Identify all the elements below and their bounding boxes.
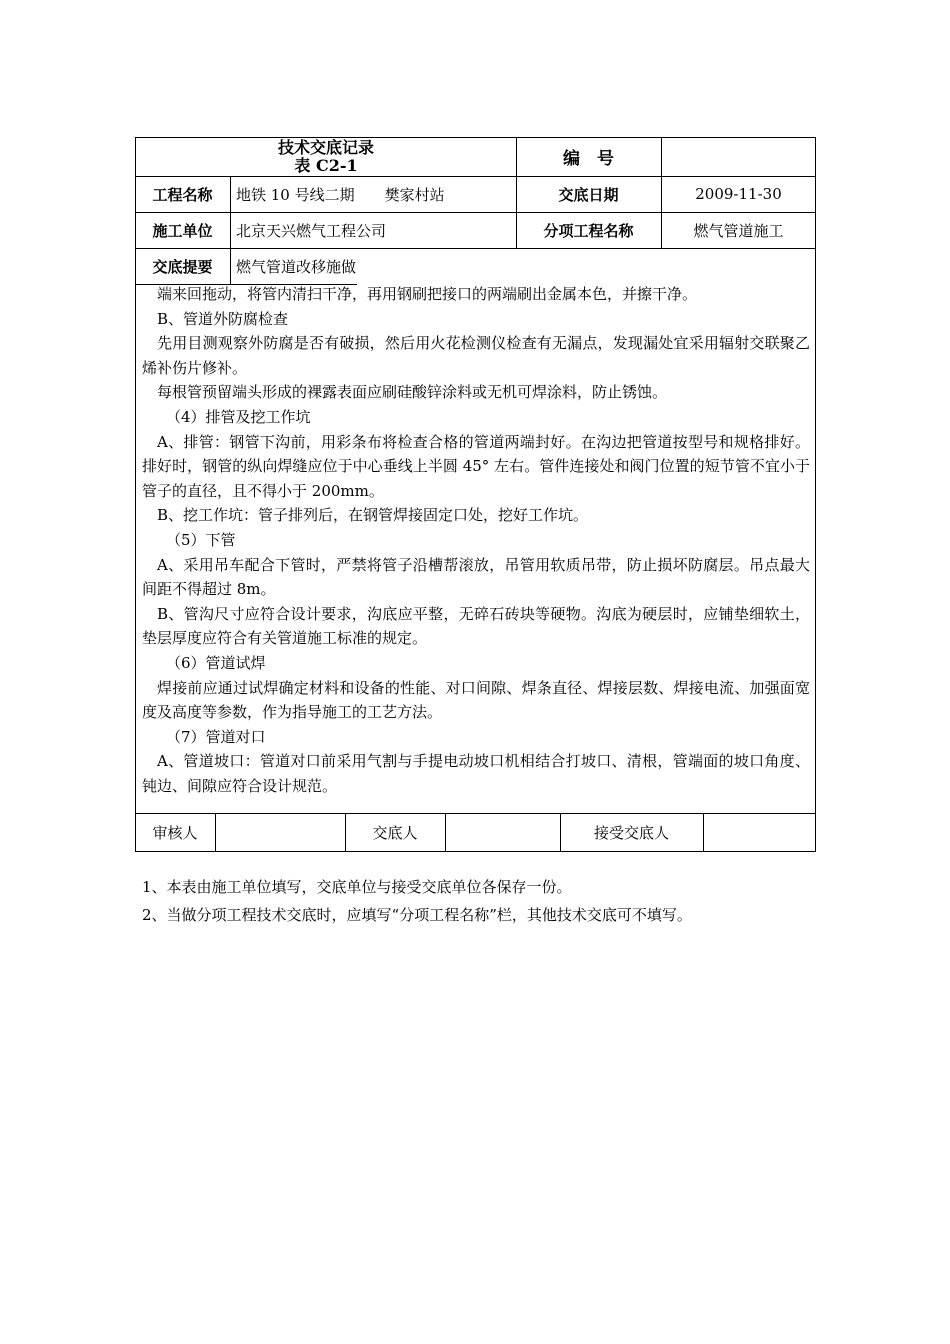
discloser-value: [445, 813, 560, 852]
sub-project-value: 燃气管道施工: [693, 221, 784, 240]
content-paragraph: 焊接前应通过试焊确定材料和设备的性能、对口间隙、焊条直径、焊接层数、焊接电流、加强面宽度及高度等参数，作为指导施工的工艺方法。: [142, 678, 810, 722]
note-item: 1、本表由施工单位填写，交底单位与接受交底单位各保存一份。: [142, 878, 572, 896]
content-paragraph: （5）下管: [166, 530, 236, 549]
summary-value: 燃气管道改移施做: [236, 257, 357, 276]
content-paragraph: 每根管预留端头形成的裸露表面应刷硅酸锌涂料或无机可焊涂料，防止锈蚀。: [157, 383, 668, 402]
content-paragraph: B、管道外防腐检查: [157, 309, 289, 328]
form-notes: [142, 873, 842, 929]
reviewer-label: 审核人: [152, 824, 198, 842]
content-paragraph: （6）管道试焊: [166, 653, 266, 672]
disclosure-content: [142, 282, 810, 798]
sub-project-label: 分项工程名称: [543, 221, 634, 240]
content-paragraph: A、管道坡口：管道对口前采用气割与手提电动坡口机相结合打坡口、清根，管端面的坡口角度、钝边、间隙应符合设计规范。: [142, 752, 810, 795]
construction-unit-value: 北京天兴燃气工程公司: [236, 221, 387, 240]
content-paragraph: B、挖工作坑：管子排列后，在钢管焊接固定口处，挖好工作坑。: [157, 506, 589, 525]
construction-unit-label: 施工单位: [152, 221, 213, 240]
content-paragraph: 先用目测观察外防腐是否有破损，然后用火花检测仪检查有无漏点，发现漏处宜采用辐射交联聚乙烯补伤片修补。: [142, 334, 810, 377]
date-value: 2009-11-30: [695, 185, 782, 203]
content-paragraph: A、采用吊车配合下管时，严禁将管子沿槽帮滚放，吊管用软质吊带，防止损坏防腐层。吊点最大间距不得超过 8m。: [142, 555, 810, 599]
content-paragraph: （7）管道对口: [166, 727, 266, 746]
summary-label: 交底提要: [152, 257, 213, 276]
date-label: 交底日期: [558, 185, 619, 204]
document-title: [136, 138, 516, 176]
content-paragraph: （4）排管及挖工作坑: [166, 407, 311, 426]
discloser-label: 交底人: [372, 824, 418, 842]
reviewer-value: [215, 813, 345, 852]
project-name-value: 地铁 10 号线二期 樊家村站: [236, 185, 445, 204]
content-paragraph: A、排管：钢管下沟前，用彩条布将检查合格的管道两端封好。在沟边把管道按型号和规格排好。排好时，钢管的纵向焊缝应位于中心垂线上半圆 45° 左右。管件连接处和阀门位置的短节管不宜小于管子的直径，且不得小于 200mm。: [142, 432, 810, 500]
number-label: 编 号: [563, 149, 614, 169]
content-paragraph: B、管沟尺寸应符合设计要求，沟底应平整，无碎石砖块等硬物。沟底为硬层时，应铺垫细软土，垫层厚度应符合有关管道施工标准的规定。: [142, 604, 810, 648]
number-value: [661, 137, 816, 176]
content-paragraph: 端来回拖动，将管内清扫干净，再用钢刷把接口的两端刷出金属本色，并擦干净。: [157, 285, 698, 303]
receiver-label: 接受交底人: [593, 824, 669, 842]
receiver-value: [703, 813, 816, 852]
project-name-label: 工程名称: [152, 185, 213, 204]
document-title-line1: 技术交底记录: [277, 138, 374, 157]
document-title-line2: 表 C2-1: [294, 156, 358, 175]
note-item: 2、当做分项工程技术交底时，应填写“分项工程名称”栏，其他技术交底可不填写。: [142, 906, 692, 924]
